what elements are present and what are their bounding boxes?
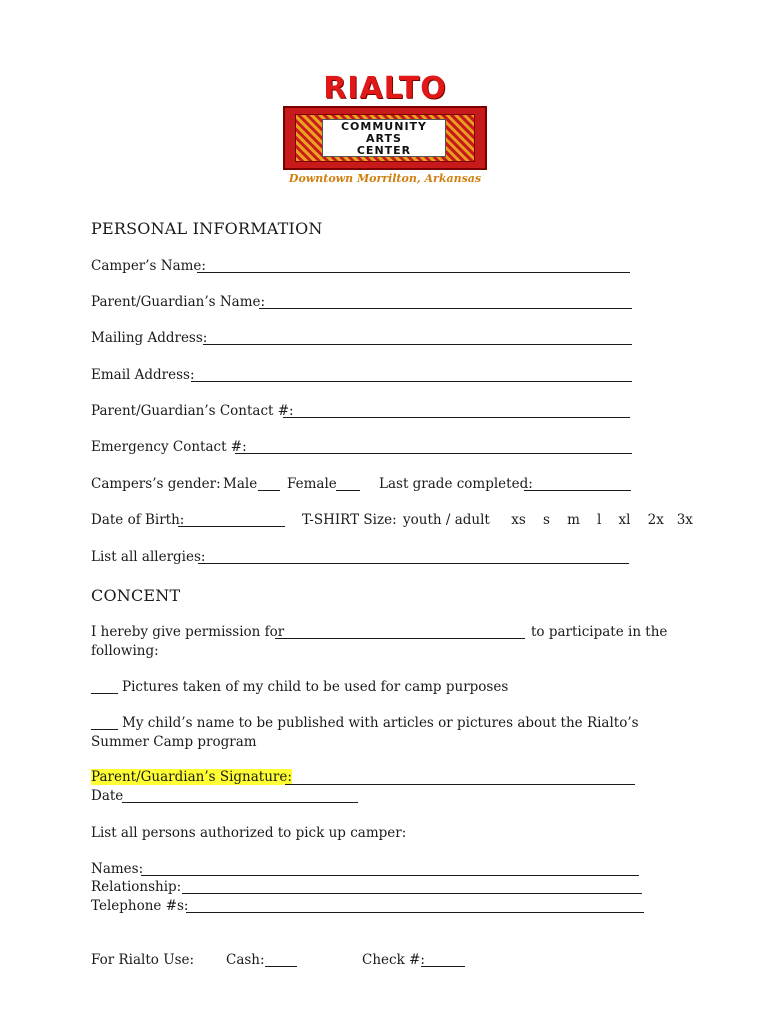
pictures-consent-field[interactable]: [91, 693, 118, 694]
gender-male-field[interactable]: [258, 490, 280, 491]
last-grade-label: Last grade completed:: [379, 476, 533, 492]
parent-contact-field[interactable]: [283, 417, 630, 418]
rialto-logo: [283, 72, 487, 188]
emergency-contact-label: Emergency Contact #:: [91, 439, 247, 455]
cash-label: Cash:: [226, 952, 265, 968]
allergies-field[interactable]: [198, 563, 629, 564]
campers-name-field[interactable]: [197, 272, 630, 273]
parent-name-field[interactable]: [259, 308, 632, 309]
names-field[interactable]: [141, 875, 639, 876]
relationship-label: Relationship:: [91, 879, 182, 895]
date-field[interactable]: [122, 802, 358, 803]
logo-title: RIALTO: [323, 71, 447, 106]
mailing-address-field[interactable]: [203, 344, 632, 345]
logo-line-1: COMMUNITY: [340, 120, 428, 133]
parent-contact-label: Parent/Guardian’s Contact #:: [91, 403, 294, 419]
logo-marquee-frame: [283, 106, 487, 170]
name-published-text-2: Summer Camp program: [91, 734, 257, 750]
for-rialto-use-label: For Rialto Use:: [91, 952, 195, 968]
telephone-field[interactable]: [186, 912, 644, 913]
logo-line-2: ARTS: [366, 132, 402, 145]
signature-field[interactable]: [285, 784, 635, 785]
tshirt-size-options[interactable]: youth / adult xs s m l xl 2x 3x: [403, 512, 693, 528]
logo-marquee-panel: [322, 119, 446, 157]
email-address-field[interactable]: [191, 381, 632, 382]
permission-line-2: following:: [91, 643, 159, 659]
name-published-text: My child’s name to be published with articles or pictures about the Rialto’s: [122, 715, 639, 731]
permission-prefix: I hereby give permission for: [91, 624, 285, 640]
gender-male-label: Male: [223, 476, 258, 492]
name-published-consent-field[interactable]: [91, 729, 118, 730]
names-label: Names:: [91, 861, 144, 877]
telephone-label: Telephone #s:: [91, 898, 189, 914]
section-heading-consent: CONCENT: [91, 586, 181, 605]
permission-suffix: to participate in the: [531, 624, 668, 640]
dob-field[interactable]: [178, 526, 285, 527]
gender-label: Campers’s gender:: [91, 476, 221, 492]
parent-name-label: Parent/Guardian’s Name:: [91, 294, 266, 310]
pickup-label: List all persons authorized to pick up camper:: [91, 825, 407, 841]
tshirt-size-label: T-SHIRT Size:: [302, 512, 397, 528]
child-name-field[interactable]: [275, 638, 525, 639]
gender-female-label: Female: [287, 476, 337, 492]
mailing-address-label: Mailing Address:: [91, 330, 208, 346]
dob-label: Date of Birth:: [91, 512, 185, 528]
section-heading-personal: PERSONAL INFORMATION: [91, 219, 323, 238]
check-field[interactable]: [421, 966, 465, 967]
relationship-field[interactable]: [182, 893, 642, 894]
logo-line-3: CENTER: [356, 144, 412, 157]
check-label: Check #:: [362, 952, 425, 968]
date-label: Date: [91, 788, 124, 804]
emergency-contact-field[interactable]: [235, 453, 632, 454]
email-address-label: Email Address:: [91, 367, 195, 383]
campers-name-label: Camper’s Name:: [91, 258, 206, 274]
signature-label: Parent/Guardian’s Signature:: [91, 769, 292, 785]
logo-marquee-border: [295, 114, 475, 162]
logo-tagline: Downtown Morrilton, Arkansas: [288, 172, 482, 185]
gender-female-field[interactable]: [336, 490, 360, 491]
last-grade-field[interactable]: [524, 490, 631, 491]
pictures-consent-text: Pictures taken of my child to be used for camp purposes: [122, 679, 509, 695]
cash-field[interactable]: [265, 966, 297, 967]
allergies-label: List all allergies:: [91, 549, 206, 565]
